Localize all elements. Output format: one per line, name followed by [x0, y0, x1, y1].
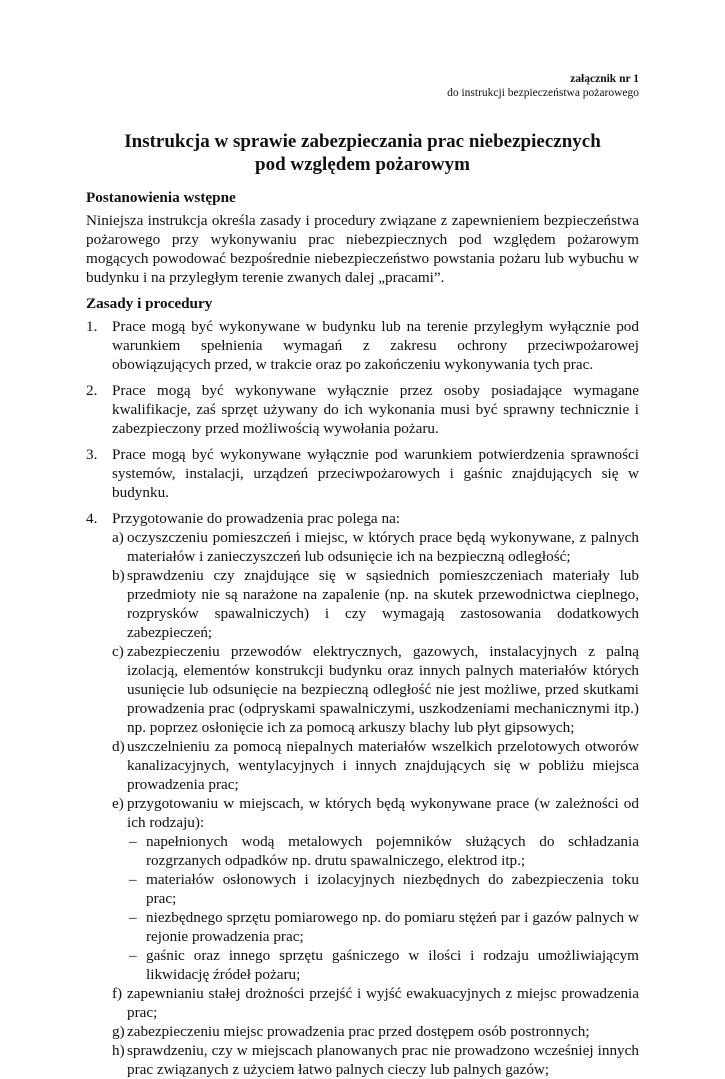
sublist-letter: e) [112, 795, 124, 812]
dash-mark: – [129, 909, 137, 926]
list-item-number: 2. [86, 382, 98, 399]
sublist-text: sprawdzeniu, czy w miejscach planowanych prac nie prowadzono wcześniej innych prac związanych z użyciem łatwo palnych cieczy lub palnych gazów; [127, 1042, 639, 1078]
sublist-item [112, 566, 639, 642]
section-heading-rules: Zasady i procedury [86, 295, 213, 312]
dash-item [127, 908, 639, 946]
list-item-number: 3. [86, 446, 98, 463]
sublist-letter: f) [112, 985, 123, 1002]
dash-mark: – [129, 871, 137, 888]
sublist-item [112, 1022, 639, 1041]
dash-item [127, 946, 639, 984]
attachment-subtitle: do instrukcji bezpieczeństwa pożarowego [447, 87, 639, 99]
sublist-item [112, 528, 639, 566]
sublist-text: uszczelnieniu za pomocą niepalnych materiałów wszelkich przelotowych otworów kanalizacyjnych, wentylacyjnych i innych znajdujących się w pobliżu miejsca prowadzenia prac; [127, 738, 639, 793]
list-item-text: Prace mogą być wykonywane wyłącznie przez osoby posiadające wymagane kwalifikacje, zaś sprzęt używany do ich wykonania musi być sprawny technicznie i zabezpieczony przed możliwością wywołania pożaru. [112, 382, 639, 437]
list-item [86, 445, 639, 502]
dash-mark: – [129, 833, 137, 850]
document-title [86, 130, 639, 176]
title-line-1: Instrukcja w sprawie zabezpieczania prac niebezpiecznych [124, 131, 601, 152]
title-line-2: pod względem pożarowym [255, 154, 470, 175]
dash-text: gaśnic oraz innego sprzętu gaśniczego w ilości i rodzaju umożliwiającym likwidację źródeł pożaru; [146, 947, 639, 983]
sublist-text: przygotowaniu w miejscach, w których będą wykonywane prace (w zależności od ich rodzaju): [127, 795, 639, 831]
sublist-text: sprawdzeniu czy znajdujące się w sąsiednich pomieszczeniach materiały lub przedmioty nie są narażone na zapalenie (np. na skutek przewodnictwa cieplnego, rozprysków spawalniczych) i czy wymagają zastosowania dodatkowych zabezpieczeń; [127, 567, 639, 641]
list-item [86, 509, 639, 1079]
dash-item [127, 832, 639, 870]
sublist-letter: h) [112, 1042, 125, 1059]
list-item-number: 1. [86, 318, 98, 335]
attachment-label: załącznik nr 1 [570, 73, 639, 85]
sublist-item [112, 737, 639, 794]
dash-text: niezbędnego sprzętu pomiarowego np. do pomiaru stężeń par i gazów palnych w rejonie prowadzenia prac; [146, 909, 639, 945]
section-heading-intro: Postanowienia wstępne [86, 189, 236, 206]
sublist-item [112, 984, 639, 1022]
intro-paragraph: Niniejsza instrukcja określa zasady i procedury związane z zapewnieniem bezpieczeństwa pożarowego przy wykonywaniu prac niebezpiecznych pod względem pożarowym mogących powodować bezpośrednie niebezpieczeństwo powstania pożaru lub wybuchu w budynku i na przyległym terenie zwanych dalej „pracami”. [86, 212, 639, 286]
list-item-text: Prace mogą być wykonywane w budynku lub na terenie przyległym wyłącznie pod warunkiem spełnienia wymagań z zakresu ochrony przeciwpożarowej obowiązujących przed, w trakcie oraz po zakończeniu wykonywania tych prac. [112, 318, 639, 373]
dash-item [127, 870, 639, 908]
dash-text: materiałów osłonowych i izolacyjnych niezbędnych do zabezpieczenia toku prac; [146, 871, 639, 907]
sublist-text: zabezpieczeniu miejsc prowadzenia prac przed dostępem osób postronnych; [127, 1023, 590, 1040]
list-item-text: Przygotowanie do prowadzenia prac polega na: [112, 510, 401, 527]
equipment-dash-list [127, 832, 639, 984]
sublist-letter: c) [112, 643, 124, 660]
preparation-sublist [112, 528, 639, 1079]
dash-mark: – [129, 947, 137, 964]
sublist-item [112, 794, 639, 984]
sublist-text: zabezpieczeniu przewodów elektrycznych, gazowych, instalacyjnych z palną izolacją, elementów konstrukcji budynku oraz innych palnych materiałów których usunięcie lub odsunięcie na bezpieczną odległość nie jest możliwe, przed skutkami prowadzenia prac (odpryskami spawalniczymi, uszkodzeniami mechanicznymi itp.) np. poprzez osłonięcie ich za pomocą arkuszy blachy lub płyt gipsowych; [127, 643, 639, 736]
sublist-letter: a) [112, 529, 124, 546]
sublist-item [112, 642, 639, 737]
list-item [86, 317, 639, 374]
sublist-letter: b) [112, 567, 125, 584]
attachment-note [86, 72, 639, 100]
dash-text: napełnionych wodą metalowych pojemników służących do schładzania rozgrzanych odpadków np. drutu spawalniczego, elektrod itp.; [146, 833, 639, 869]
sublist-text: zapewnianiu stałej drożności przejść i wyjść ewakuacyjnych z miejsc prowadzenia prac; [127, 985, 639, 1021]
list-item-number: 4. [86, 510, 98, 527]
sublist-item [112, 1041, 639, 1079]
list-item [86, 381, 639, 438]
list-item-text: Prace mogą być wykonywane wyłącznie pod warunkiem potwierdzenia sprawności systemów, instalacji, urządzeń przeciwpożarowych i gaśnic znajdujących się w budynku. [112, 446, 639, 501]
rules-list [86, 317, 639, 1079]
sublist-letter: d) [112, 738, 125, 755]
sublist-text: oczyszczeniu pomieszczeń i miejsc, w których prace będą wykonywane, z palnych materiałów i zanieczyszczeń lub odsunięcie ich na bezpieczną odległość; [127, 529, 639, 565]
sublist-letter: g) [112, 1023, 125, 1040]
